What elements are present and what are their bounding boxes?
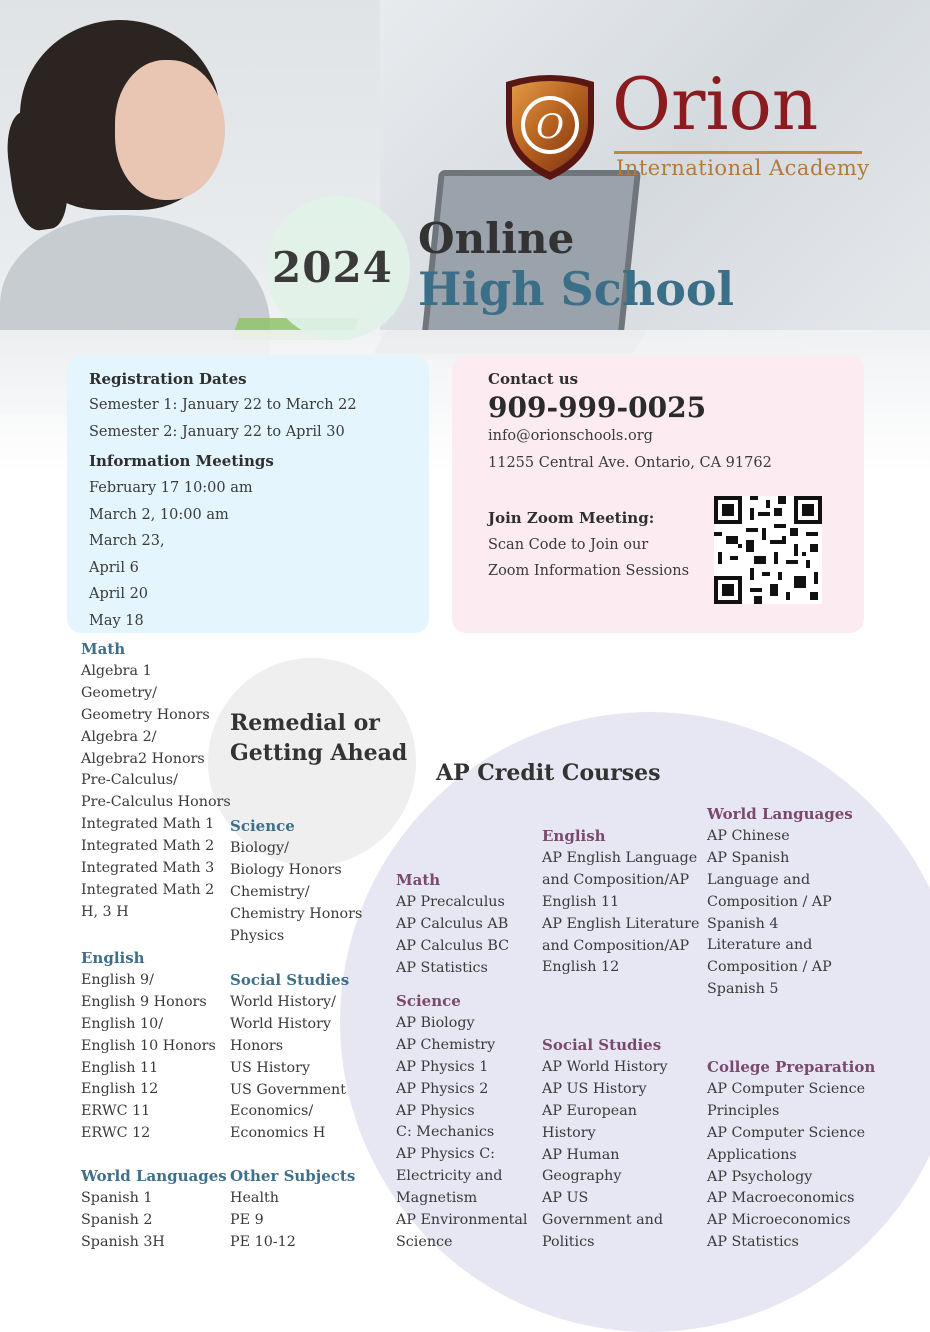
meeting-date: April 6 [89,560,139,576]
qr-code-icon[interactable] [714,496,822,604]
ap-science [396,991,528,1254]
course-item: Government and [542,1212,664,1229]
ap-english [542,826,699,979]
course-item: Honors [230,1037,284,1054]
course-item: AP Spanish [707,849,790,866]
course-item: Algebra2 Honors [81,750,205,767]
course-item: AP Physics 1 [396,1058,489,1075]
course-item: AP English Language [542,849,698,866]
ap-math [396,870,509,980]
zoom-line: Scan Code to Join our [488,537,649,553]
address: 11255 Central Ave. Ontario, CA 91762 [488,455,772,471]
course-item: Pre-Calculus/ [81,772,178,789]
course-item: AP Physics 2 [396,1080,489,1097]
course-item: PE 9 [230,1211,264,1228]
course-item: Composition / AP [707,893,832,910]
course-item: AP Human [542,1146,620,1163]
course-item: Economics H [230,1125,326,1142]
course-item: ERWC 11 [81,1103,151,1120]
course-item: Biology/ [230,839,289,856]
section-heading: Math [81,640,126,658]
section-heading: Science [396,992,461,1010]
course-item: AP Computer Science [707,1124,866,1141]
course-item: Spanish 4 [707,915,779,932]
course-item: AP Physics C: [396,1146,495,1163]
year-label: 2024 [272,243,393,292]
course-item: Physics [230,927,285,944]
section-heading: English [542,827,606,845]
brand-divider [614,151,862,154]
course-item: English 10 Honors [81,1037,216,1054]
student-face [115,60,225,200]
course-item: Algebra 2/ [81,728,157,745]
course-item: H, 3 H [81,903,129,920]
course-item: Pre-Calculus Honors [81,794,231,811]
shield-logo-icon [498,70,602,182]
meeting-date: February 17 10:00 am [89,480,253,496]
course-item: AP Calculus BC [396,937,510,954]
course-item: AP Microeconomics [707,1212,851,1229]
course-item: AP US [542,1190,589,1207]
meeting-date: April 20 [89,586,149,602]
course-item: Chemistry/ [230,883,310,900]
meeting-date: March 2, 10:00 am [89,507,229,523]
course-item: AP Macroeconomics [707,1190,855,1207]
brand-name: Orion [612,62,819,146]
section-heading: Other Subjects [230,1167,356,1185]
course-item: Geometry Honors [81,706,210,723]
course-item: English 9/ [81,971,154,988]
course-item: Geometry/ [81,684,157,701]
section-heading: Science [230,817,295,835]
course-item: AP Biology [396,1014,475,1031]
remedial-english [81,948,216,1145]
course-item: AP Chemistry [396,1036,496,1053]
course-item: Health [230,1189,279,1206]
semester-1-dates: Semester 1: January 22 to March 22 [89,397,357,413]
course-item: AP US History [542,1080,647,1097]
course-item: PE 10-12 [230,1233,296,1250]
semester-2-dates: Semester 2: January 22 to April 30 [89,424,345,440]
phone-number[interactable]: 909-999-0025 [488,391,707,424]
course-item: and Composition/AP [542,937,690,954]
course-item: Spanish 2 [81,1211,153,1228]
remedial-social-studies [230,970,349,1145]
course-item: Chemistry Honors [230,905,363,922]
course-item: Spanish 5 [707,981,779,998]
remedial-title-line: Getting Ahead [230,740,408,766]
brand-subtitle: International Academy [616,156,870,180]
section-heading: English [81,949,145,967]
section-heading: College Preparation [707,1058,876,1076]
course-item: English 12 [81,1081,159,1098]
title-high-school: High School [418,262,735,316]
course-item: Politics [542,1234,595,1251]
course-item: AP Statistics [707,1234,799,1251]
contact-heading: Contact us [488,370,579,388]
registration-heading: Registration Dates [89,370,247,388]
email-link[interactable]: info@orionschools.org [488,428,653,444]
course-item: Spanish 3H [81,1233,165,1250]
course-item: English 11 [542,893,620,910]
course-item: English 10/ [81,1015,164,1032]
course-item: English 12 [542,959,620,976]
course-item: C: Mechanics [396,1124,495,1141]
ap-title: AP Credit Courses [436,760,661,786]
ap-college-prep [707,1057,875,1254]
course-item: Integrated Math 3 [81,860,215,877]
meeting-date: May 18 [89,613,144,629]
ap-social-studies [542,1035,668,1254]
section-heading: Math [396,871,441,889]
zoom-line: Zoom Information Sessions [488,563,690,579]
course-item: AP World History [542,1058,668,1075]
title-online: Online [418,214,575,263]
course-item: AP Precalculus [396,893,505,910]
remedial-world-languages [81,1166,227,1254]
course-item: AP Environmental [396,1212,528,1229]
meeting-date: March 23, [89,533,165,549]
remedial-title [230,708,407,768]
section-heading: World Languages [81,1167,227,1185]
course-item: AP Psychology [707,1168,813,1185]
course-item: Magnetism [396,1190,478,1207]
course-item: English 9 Honors [81,993,207,1010]
course-item: Composition / AP [707,959,832,976]
remedial-title-line: Remedial or [230,710,380,736]
meetings-heading: Information Meetings [89,452,274,470]
zoom-heading: Join Zoom Meeting: [488,509,655,527]
course-item: Integrated Math 2 [81,838,215,855]
course-item: AP Physics [396,1102,475,1119]
course-item: AP Chinese [707,827,790,844]
section-heading: Social Studies [542,1036,662,1054]
course-item: Economics/ [230,1103,314,1120]
course-item: AP Statistics [396,959,488,976]
section-heading: Social Studies [230,971,350,989]
course-item: Literature and [707,937,813,954]
course-item: and Composition/AP [542,871,690,888]
course-item: History [542,1124,596,1141]
course-item: Principles [707,1102,780,1119]
course-item: Biology Honors [230,861,342,878]
course-item: Electricity and [396,1168,503,1185]
remedial-science [230,816,362,947]
remedial-math [81,639,231,924]
section-heading: World Languages [707,805,853,823]
shield-letter: O [536,107,564,147]
course-item: Integrated Math 2 [81,881,215,898]
course-item: Language and [707,871,811,888]
course-item: Science [396,1233,453,1250]
course-item: Spanish 1 [81,1189,153,1206]
course-item: ERWC 12 [81,1125,151,1142]
course-item: Integrated Math 1 [81,816,215,833]
course-item: Applications [707,1146,797,1163]
course-item: Geography [542,1168,622,1185]
course-item: US History [230,1059,311,1076]
remedial-other-subjects [230,1166,355,1254]
course-item: US Government [230,1081,346,1098]
ap-world-languages [707,804,853,1001]
course-item: AP English Literature [542,915,700,932]
course-item: Algebra 1 [81,662,152,679]
course-item: World History [230,1015,332,1032]
course-item: World History/ [230,993,336,1010]
course-item: English 11 [81,1059,159,1076]
course-item: AP European [542,1102,637,1119]
course-item: AP Calculus AB [396,915,509,932]
course-item: AP Computer Science [707,1080,866,1097]
